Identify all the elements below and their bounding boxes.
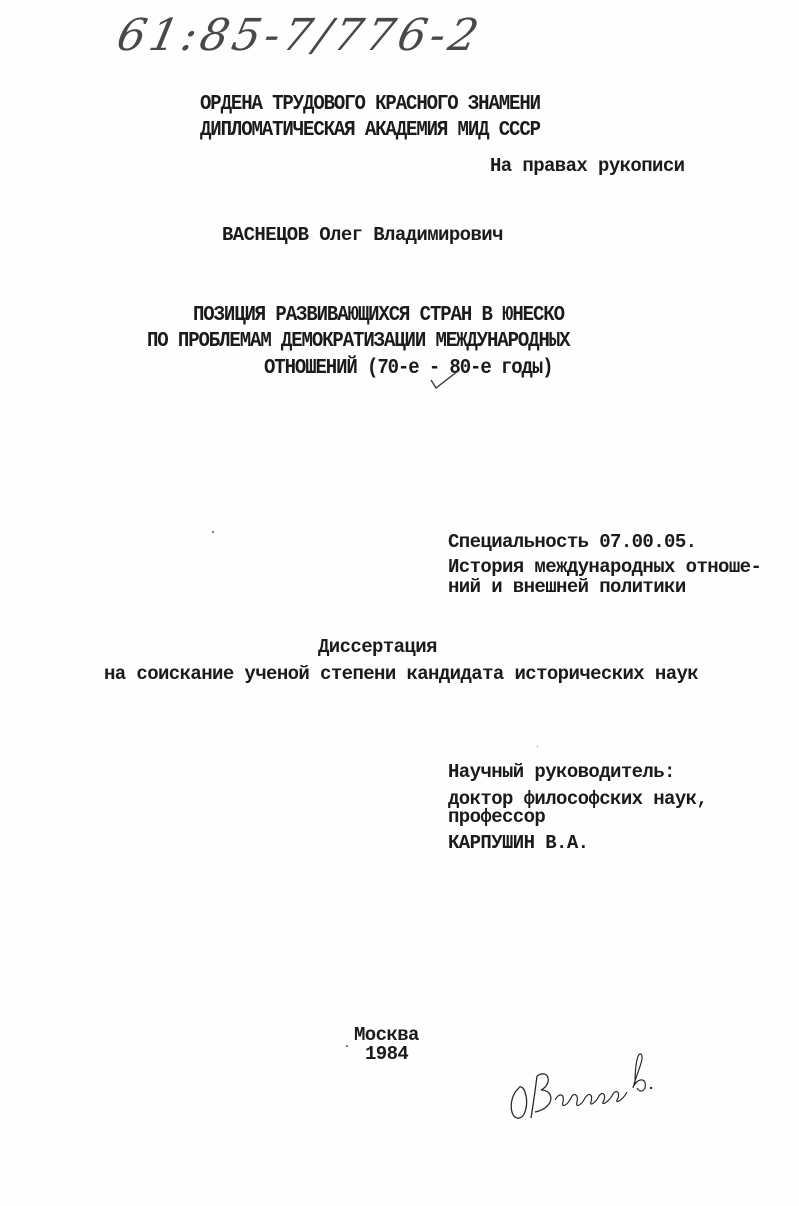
supervisor-label: Научный руководитель:	[448, 761, 675, 783]
dissertation-heading: Диссертация	[318, 636, 437, 658]
year: 1984	[365, 1043, 409, 1065]
title-line-2: ПО ПРОБЛЕМАМ ДЕМОКРАТИЗАЦИИ МЕЖДУНАРОДНЫХ	[147, 328, 570, 353]
paper-speck	[537, 746, 538, 747]
supervisor-degree-line-1: доктор философских наук,	[448, 788, 708, 810]
author-name: ВАСНЕЦОВ Олег Владимирович	[222, 224, 503, 246]
specialty-code: Специальность 07.00.05.	[448, 531, 697, 553]
dissertation-purpose: на соискание ученой степени кандидата исторических наук	[104, 663, 699, 685]
signature	[505, 1048, 665, 1123]
specialty-name-line-1: История международных отноше-	[448, 556, 762, 578]
paper-speck	[212, 531, 214, 533]
institution-line-2: ДИПЛОМАТИЧЕСКАЯ АКАДЕМИЯ МИД СССР	[200, 117, 540, 142]
institution-line-1: ОРДЕНА ТРУДОВОГО КРАСНОГО ЗНАМЕНИ	[200, 91, 540, 116]
checkmark-mark	[428, 368, 464, 392]
archive-number: 61:85-7/776-2	[112, 10, 487, 61]
supervisor-degree-line-2: профессор	[448, 806, 546, 828]
title-line-1: ПОЗИЦИЯ РАЗВИВАЮЩИХСЯ СТРАН В ЮНЕСКО	[193, 302, 564, 327]
paper-speck	[346, 1045, 348, 1047]
specialty-name-line-2: ний и внешней политики	[448, 576, 686, 598]
supervisor-name: КАРПУШИН В.А.	[448, 832, 589, 854]
place-city: Москва	[354, 1024, 419, 1046]
title-line-3: ОТНОШЕНИЙ (70-е - 80-е годы)	[264, 355, 553, 380]
manuscript-rights: На правах рукописи	[490, 155, 685, 177]
